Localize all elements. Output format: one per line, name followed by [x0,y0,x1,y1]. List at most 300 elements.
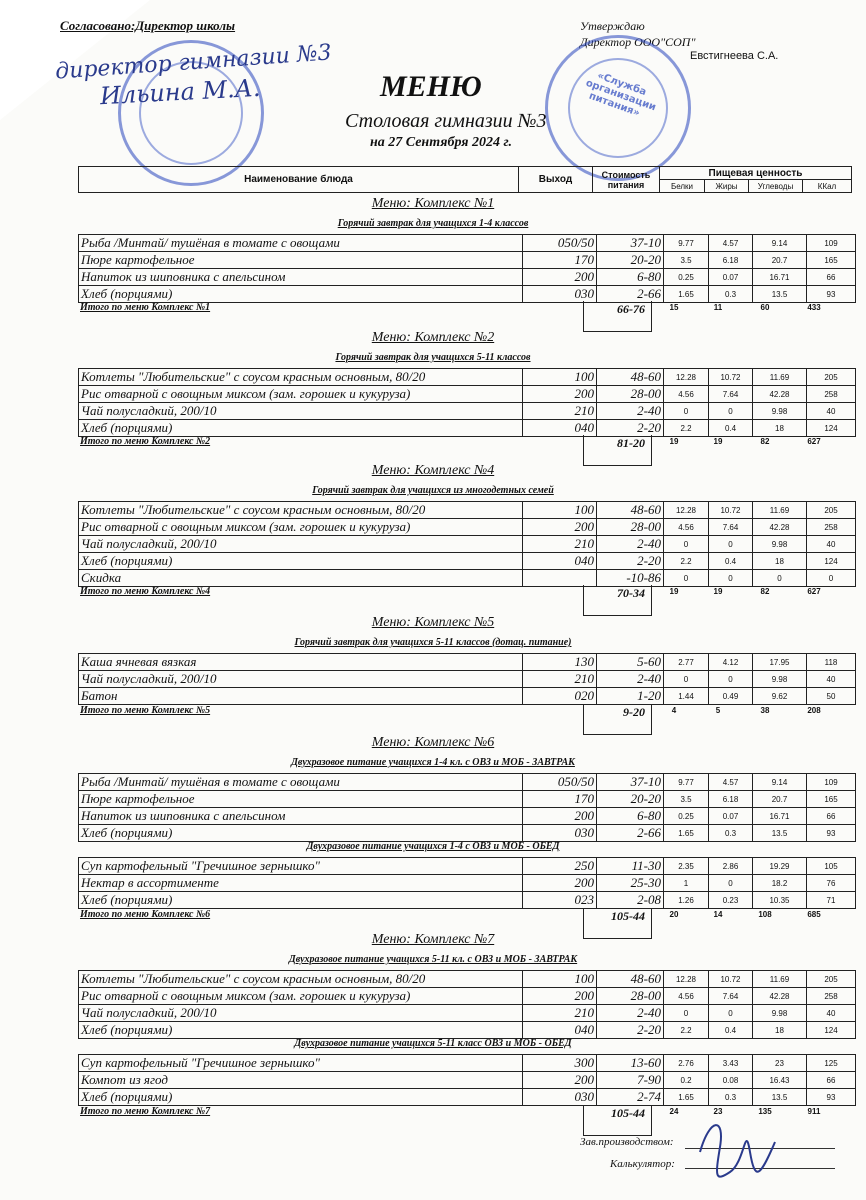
dish-name: Чай полусладкий, 200/10 [79,671,523,688]
section-title: Меню: Комплекс №5 [371,615,495,630]
total-label: Итого по меню Комплекс №5 [80,704,211,716]
dish-fat: 0.4 [709,1022,753,1039]
total-cost: 105-44 [611,909,645,924]
dish-kcal: 66 [807,1072,856,1089]
dish-output: 030 [523,825,597,842]
dish-kcal: 71 [807,892,856,909]
dish-kcal: 76 [807,875,856,892]
dish-cost: 13-60 [597,1055,664,1072]
dish-cost: 2-74 [597,1089,664,1106]
dish-kcal: 109 [807,235,856,252]
dish-name: Хлеб (порциями) [79,892,523,909]
dish-fat: 6.18 [709,252,753,269]
menu-row [79,671,856,688]
col-nutrition: Пищевая ценность [660,167,852,180]
dish-output: 040 [523,420,597,437]
dish-carbs: 18 [753,420,807,437]
dish-carbs: 11.69 [753,971,807,988]
total-label: Итого по меню Комплекс №2 [80,436,211,448]
menu-table [78,857,856,909]
dish-carbs: 10.35 [753,892,807,909]
menu-table [78,501,856,587]
dish-protein: 4.56 [664,519,709,536]
total-carbs: 60 [760,303,770,313]
section-total [78,436,838,452]
dish-cost: 25-30 [597,875,664,892]
dish-cost: -10-86 [597,570,664,587]
dish-name: Рыба /Минтай/ тушёная в томате с овощами [79,774,523,791]
dish-kcal: 258 [807,386,856,403]
dish-protein: 9.77 [664,774,709,791]
dish-protein: 1.65 [664,286,709,303]
dish-name: Рис отварной с овощным миксом (зам. горошек и кукуруза) [79,519,523,536]
dish-kcal: 118 [807,654,856,671]
dish-name: Котлеты "Любительские" с соусом красным основным, 80/20 [79,502,523,519]
dish-kcal: 93 [807,286,856,303]
dish-cost: 2-20 [597,1022,664,1039]
dish-protein: 1.65 [664,825,709,842]
total-carbs: 108 [758,910,772,920]
total-cost-box [583,585,652,616]
dish-output: 200 [523,269,597,286]
menu-row [79,688,856,705]
dish-carbs: 18 [753,553,807,570]
total-kcal: 911 [807,1107,821,1117]
group-subtitle: Двухразовое питание учащихся 5-11 класс ОВЗ и МОБ - ОБЕД [294,1038,572,1050]
dish-protein: 12.28 [664,502,709,519]
approval-left-title: Согласовано:Директор школы [60,18,236,33]
dish-name: Чай полусладкий, 200/10 [79,403,523,420]
total-fat: 23 [713,1107,723,1117]
total-kcal: 627 [807,586,821,596]
dish-protein: 0 [664,403,709,420]
total-cost-box [583,1105,652,1136]
footer-signature [690,1112,780,1192]
dish-fat: 3.43 [709,1055,753,1072]
dish-kcal: 40 [807,671,856,688]
dish-fat: 10.72 [709,502,753,519]
dish-protein: 3.5 [664,252,709,269]
total-carbs: 135 [758,1107,772,1117]
dish-output: 023 [523,892,597,909]
dish-fat: 4.57 [709,235,753,252]
dish-fat: 0.4 [709,553,753,570]
dish-kcal: 50 [807,688,856,705]
dish-carbs: 13.5 [753,1089,807,1106]
total-cost: 9-20 [623,704,645,719]
dish-fat: 0 [709,1005,753,1022]
col-cost: Стоимость питания [593,167,660,193]
dish-protein: 0 [664,1005,709,1022]
dish-output: 200 [523,1072,597,1089]
dish-protein: 2.2 [664,1022,709,1039]
dish-carbs: 42.28 [753,386,807,403]
dish-protein: 12.28 [664,369,709,386]
col-output: Выход [519,167,593,193]
group-subtitle: Горячий завтрак для учащихся 1-4 классов [337,218,529,229]
page-subtitle: Столовая гимназии №3 [345,110,547,132]
dish-protein: 2.76 [664,1055,709,1072]
total-carbs: 82 [760,586,770,596]
dish-output: 130 [523,654,597,671]
dish-name: Котлеты "Любительские" с соусом красным основным, 80/20 [79,971,523,988]
production-label: Зав.производством: [580,1136,674,1148]
dish-name: Каша ячневая вязкая [79,654,523,671]
dish-output: 250 [523,858,597,875]
dish-carbs: 11.69 [753,502,807,519]
dish-output: 210 [523,536,597,553]
dish-output: 040 [523,1022,597,1039]
dish-cost: 28-00 [597,519,664,536]
dish-name: Пюре картофельное [79,252,523,269]
dish-fat: 7.64 [709,519,753,536]
dish-kcal: 124 [807,553,856,570]
dish-name: Рыба /Минтай/ тушёная в томате с овощами [79,235,523,252]
dish-protein: 0.2 [664,1072,709,1089]
dish-output: 100 [523,971,597,988]
total-protein: 15 [669,303,679,313]
section-total [78,705,838,721]
menu-row [79,386,856,403]
calculator-label: Калькулятор: [610,1158,675,1170]
menu-row [79,235,856,252]
dish-cost: 2-08 [597,892,664,909]
dish-cost: 2-40 [597,671,664,688]
total-carbs: 82 [760,437,770,447]
dish-protein: 2.2 [664,553,709,570]
group-subtitle: Горячий завтрак для учащихся из многодетных семей [312,485,554,496]
menu-row [79,1072,856,1089]
menu-row [79,269,856,286]
dish-fat: 4.57 [709,774,753,791]
total-fat: 5 [715,705,721,715]
dish-name: Чай полусладкий, 200/10 [79,1005,523,1022]
dish-protein: 0.25 [664,269,709,286]
menu-table [78,970,856,1039]
group-subtitle: Двухразовое питание учащихся 1-4 с ОВЗ и МОБ - ОБЕД [306,841,560,853]
dish-kcal: 105 [807,858,856,875]
dish-fat: 0.07 [709,808,753,825]
dish-output: 200 [523,386,597,403]
dish-fat: 0 [709,403,753,420]
total-label: Итого по меню Комплекс №4 [80,585,211,597]
menu-row [79,858,856,875]
menu-row [79,369,856,386]
dish-carbs: 42.28 [753,988,807,1005]
dish-kcal: 205 [807,971,856,988]
dish-output: 300 [523,1055,597,1072]
col-name: Наименование блюда [79,167,519,193]
dish-name: Суп картофельный "Гречишное зернышко" [79,1055,523,1072]
dish-kcal: 0 [807,570,856,587]
section-title: Меню: Комплекс №2 [371,330,495,345]
dish-kcal: 40 [807,403,856,420]
menu-row [79,1022,856,1039]
total-protein: 20 [669,910,679,920]
dish-fat: 7.64 [709,988,753,1005]
dish-carbs: 9.62 [753,688,807,705]
dish-output: 200 [523,875,597,892]
dish-fat: 0.23 [709,892,753,909]
menu-row [79,502,856,519]
dish-fat: 10.72 [709,369,753,386]
menu-row [79,875,856,892]
dish-fat: 0 [709,875,753,892]
dish-name: Пюре картофельное [79,791,523,808]
menu-row [79,774,856,791]
total-fat: 11 [713,303,723,313]
dish-fat: 4.12 [709,654,753,671]
dish-name: Батон [79,688,523,705]
approval-right-line1: Утверждаю [580,19,645,33]
total-cost: 66-76 [617,302,645,317]
dish-name: Компот из ягод [79,1072,523,1089]
menu-row [79,403,856,420]
total-protein: 4 [671,705,677,715]
dish-cost: 1-20 [597,688,664,705]
dish-kcal: 165 [807,791,856,808]
column-header [78,166,852,193]
total-kcal: 433 [807,303,821,313]
total-cost: 70-34 [617,585,645,600]
total-kcal: 208 [807,705,821,715]
approval-right-name: Евстигнеева С.А. [690,50,779,62]
page-title: МЕНЮ [380,70,482,103]
dish-carbs: 0 [753,570,807,587]
dish-fat: 6.18 [709,791,753,808]
menu-row [79,252,856,269]
dish-output: 100 [523,502,597,519]
dish-carbs: 13.5 [753,825,807,842]
dish-name: Хлеб (порциями) [79,1022,523,1039]
dish-kcal: 66 [807,269,856,286]
dish-fat: 0.08 [709,1072,753,1089]
menu-row [79,791,856,808]
dish-output: 200 [523,519,597,536]
group-subtitle: Горячий завтрак для учащихся 5-11 классов [335,352,531,363]
dish-output: 170 [523,252,597,269]
dish-protein: 0 [664,570,709,587]
total-fat: 19 [713,437,723,447]
menu-table [78,653,856,705]
section-title: Меню: Комплекс №6 [371,735,495,750]
total-label: Итого по меню Комплекс №7 [80,1106,211,1118]
dish-output: 030 [523,286,597,303]
dish-output: 050/50 [523,235,597,252]
company-stamp [545,35,691,181]
dish-cost: 20-20 [597,252,664,269]
dish-fat: 0.3 [709,286,753,303]
dish-cost: 48-60 [597,502,664,519]
dish-fat: 2.86 [709,858,753,875]
dish-cost: 2-40 [597,536,664,553]
dish-carbs: 16.43 [753,1072,807,1089]
dish-carbs: 11.69 [753,369,807,386]
dish-fat: 0.3 [709,1089,753,1106]
dish-name: Хлеб (порциями) [79,420,523,437]
dish-cost: 28-00 [597,386,664,403]
dish-cost: 48-60 [597,971,664,988]
signature-name: Ильина М.А. [99,73,262,111]
menu-row [79,988,856,1005]
total-label: Итого по меню Комплекс №6 [80,909,211,921]
dish-output: 210 [523,1005,597,1022]
menu-row [79,420,856,437]
dish-kcal: 93 [807,825,856,842]
dish-kcal: 66 [807,808,856,825]
dish-carbs: 9.98 [753,671,807,688]
dish-output: 210 [523,403,597,420]
group-subtitle: Горячий завтрак для учащихся 5-11 классов (дотац. питание) [294,637,572,648]
menu-table [78,1054,856,1106]
dish-protein: 12.28 [664,971,709,988]
dish-kcal: 109 [807,774,856,791]
dish-fat: 7.64 [709,386,753,403]
dish-protein: 2.2 [664,420,709,437]
dish-kcal: 165 [807,252,856,269]
dish-kcal: 205 [807,369,856,386]
dish-cost: 48-60 [597,369,664,386]
dish-cost: 2-40 [597,403,664,420]
dish-fat: 10.72 [709,971,753,988]
dish-kcal: 40 [807,536,856,553]
menu-row [79,892,856,909]
dish-name: Напиток из шиповника с апельсином [79,269,523,286]
total-label: Итого по меню Комплекс №1 [80,302,211,314]
dish-carbs: 9.14 [753,774,807,791]
dish-carbs: 20.7 [753,791,807,808]
dish-fat: 0.3 [709,825,753,842]
dish-cost: 5-60 [597,654,664,671]
dish-kcal: 258 [807,519,856,536]
menu-row [79,825,856,842]
dish-name: Хлеб (порциями) [79,286,523,303]
dish-protein: 1.44 [664,688,709,705]
menu-date: на 27 Сентября 2024 г. [370,135,512,150]
section-total [78,909,838,925]
total-cost: 81-20 [617,436,645,451]
menu-row [79,519,856,536]
dish-protein: 1.26 [664,892,709,909]
dish-protein: 4.56 [664,988,709,1005]
dish-carbs: 9.14 [753,235,807,252]
dish-carbs: 9.98 [753,536,807,553]
dish-kcal: 93 [807,1089,856,1106]
signature-text: директор гимназии №3 [54,40,333,85]
section-total [78,586,838,602]
dish-carbs: 16.71 [753,808,807,825]
dish-name: Хлеб (порциями) [79,553,523,570]
dish-cost: 37-10 [597,235,664,252]
dish-output: 200 [523,808,597,825]
dish-kcal: 40 [807,1005,856,1022]
dish-fat: 0 [709,536,753,553]
col-carbs: Углеводы [749,180,803,193]
menu-row [79,286,856,303]
dish-output: 100 [523,369,597,386]
dish-protein: 1.65 [664,1089,709,1106]
section-title: Меню: Комплекс №7 [371,932,495,947]
dish-protein: 1 [664,875,709,892]
dish-kcal: 205 [807,502,856,519]
dish-output: 020 [523,688,597,705]
dish-kcal: 124 [807,1022,856,1039]
section-title: Меню: Комплекс №1 [371,196,495,211]
total-cost-box [583,704,652,735]
menu-table [78,368,856,437]
dish-protein: 0 [664,536,709,553]
total-protein: 24 [669,1107,679,1117]
dish-cost: 2-66 [597,286,664,303]
dish-carbs: 9.98 [753,1005,807,1022]
dish-name: Хлеб (порциями) [79,825,523,842]
menu-row [79,808,856,825]
dish-carbs: 23 [753,1055,807,1072]
menu-row [79,971,856,988]
group-subtitle: Двухразовое питание учащихся 5-11 кл. с ОВЗ и МОБ - ЗАВТРАК [288,954,578,965]
section-total [78,302,838,318]
dish-kcal: 258 [807,988,856,1005]
total-cost: 105-44 [611,1106,645,1121]
dish-name: Нектар в ассортименте [79,875,523,892]
dish-fat: 0.07 [709,269,753,286]
section-title: Меню: Комплекс №4 [371,463,495,478]
dish-cost: 6-80 [597,808,664,825]
menu-table [78,234,856,303]
dish-cost: 6-80 [597,269,664,286]
col-fat: Жиры [705,180,749,193]
dish-name: Котлеты "Любительские" с соусом красным основным, 80/20 [79,369,523,386]
dish-carbs: 9.98 [753,403,807,420]
dish-name: Рис отварной с овощным миксом (зам. горошек и кукуруза) [79,988,523,1005]
dish-name: Чай полусладкий, 200/10 [79,536,523,553]
dish-name: Скидка [79,570,523,587]
dish-fat: 0 [709,671,753,688]
dish-protein: 2.35 [664,858,709,875]
total-protein: 19 [669,586,679,596]
menu-row [79,536,856,553]
total-carbs: 38 [760,705,770,715]
dish-cost: 7-90 [597,1072,664,1089]
dish-fat: 0 [709,570,753,587]
dish-cost: 2-66 [597,825,664,842]
dish-protein: 0 [664,671,709,688]
dish-carbs: 17.95 [753,654,807,671]
dish-name: Хлеб (порциями) [79,1089,523,1106]
dish-protein: 9.77 [664,235,709,252]
total-kcal: 627 [807,437,821,447]
col-protein: Белки [660,180,705,193]
approval-right-line2: Директор ООО"СОП" [580,35,696,49]
total-fat: 19 [713,586,723,596]
dish-cost: 2-40 [597,1005,664,1022]
dish-cost: 28-00 [597,988,664,1005]
dish-output: 040 [523,553,597,570]
dish-name: Напиток из шиповника с апельсином [79,808,523,825]
menu-row [79,1089,856,1106]
dish-cost: 2-20 [597,420,664,437]
col-kcal: ККал [803,180,852,193]
dish-output: 170 [523,791,597,808]
menu-row [79,1055,856,1072]
dish-carbs: 18.2 [753,875,807,892]
menu-row [79,1005,856,1022]
menu-row [79,553,856,570]
dish-kcal: 125 [807,1055,856,1072]
menu-row [79,570,856,587]
dish-output: 210 [523,671,597,688]
dish-cost: 11-30 [597,858,664,875]
